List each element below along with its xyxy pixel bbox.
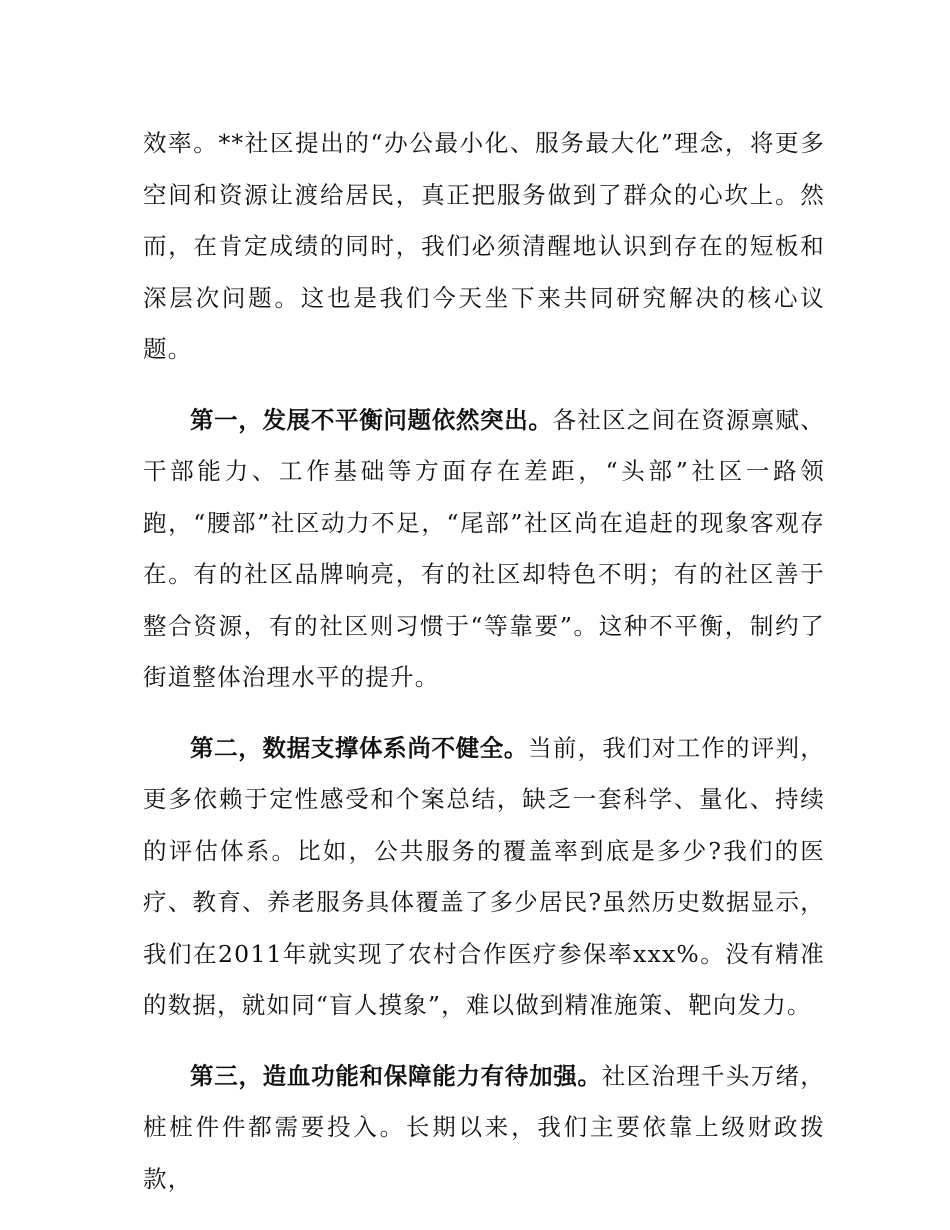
paragraph-second-issue — [143, 723, 825, 1032]
paragraph-continuation — [143, 118, 825, 376]
paragraph-text: 当前，我们对工作的评判，更多依赖于定性感受和个案总结，缺乏一套科学、量化、持续的评估体系。比如，公共服务的覆盖率到底是多少?我们的医疗、教育、养老服务具体覆盖了多少居民?虽然历史数据显示，我们在2011年就实现了农村合作医疗参保率xxx%。没有精准的数据，就如同“盲人摸象”，难以做到精准施策、靶向发力。 — [143, 733, 826, 1019]
paragraph-heading: 第三，造血功能和保障能力有待加强。 — [190, 1061, 602, 1090]
paragraph-first-issue — [143, 395, 825, 704]
paragraph-third-issue — [143, 1051, 825, 1206]
paragraph-heading: 第一，发展不平衡问题依然突出。 — [190, 405, 553, 434]
paragraph-text: 效率。**社区提出的“办公最小化、服务最大化”理念，将更多空间和资源让渡给居民，真正把服务做到了群众的心坎上。然而，在肯定成绩的同时，我们必须清醒地认识到存在的短板和深层次问题。这也是我们今天坐下来共同研究解决的核心议题。 — [143, 129, 825, 363]
document-body — [143, 118, 825, 1205]
paragraph-text: 各社区之间在资源禀赋、干部能力、工作基础等方面存在差距，“头部”社区一路领跑，“腰部”社区动力不足，“尾部”社区尚在追赶的现象客观存在。有的社区品牌响亮，有的社区却特色不明；有的社区善于整合资源，有的社区则习惯于“等靠要”。这种不平衡，制约了街道整体治理水平的提升。 — [143, 405, 825, 691]
paragraph-heading: 第二，数据支撑体系尚不健全。 — [190, 733, 529, 762]
paragraph-text: 社区治理千头万绪，桩桩件件都需要投入。长期以来，我们主要依靠上级财政拨款， — [143, 1061, 825, 1193]
